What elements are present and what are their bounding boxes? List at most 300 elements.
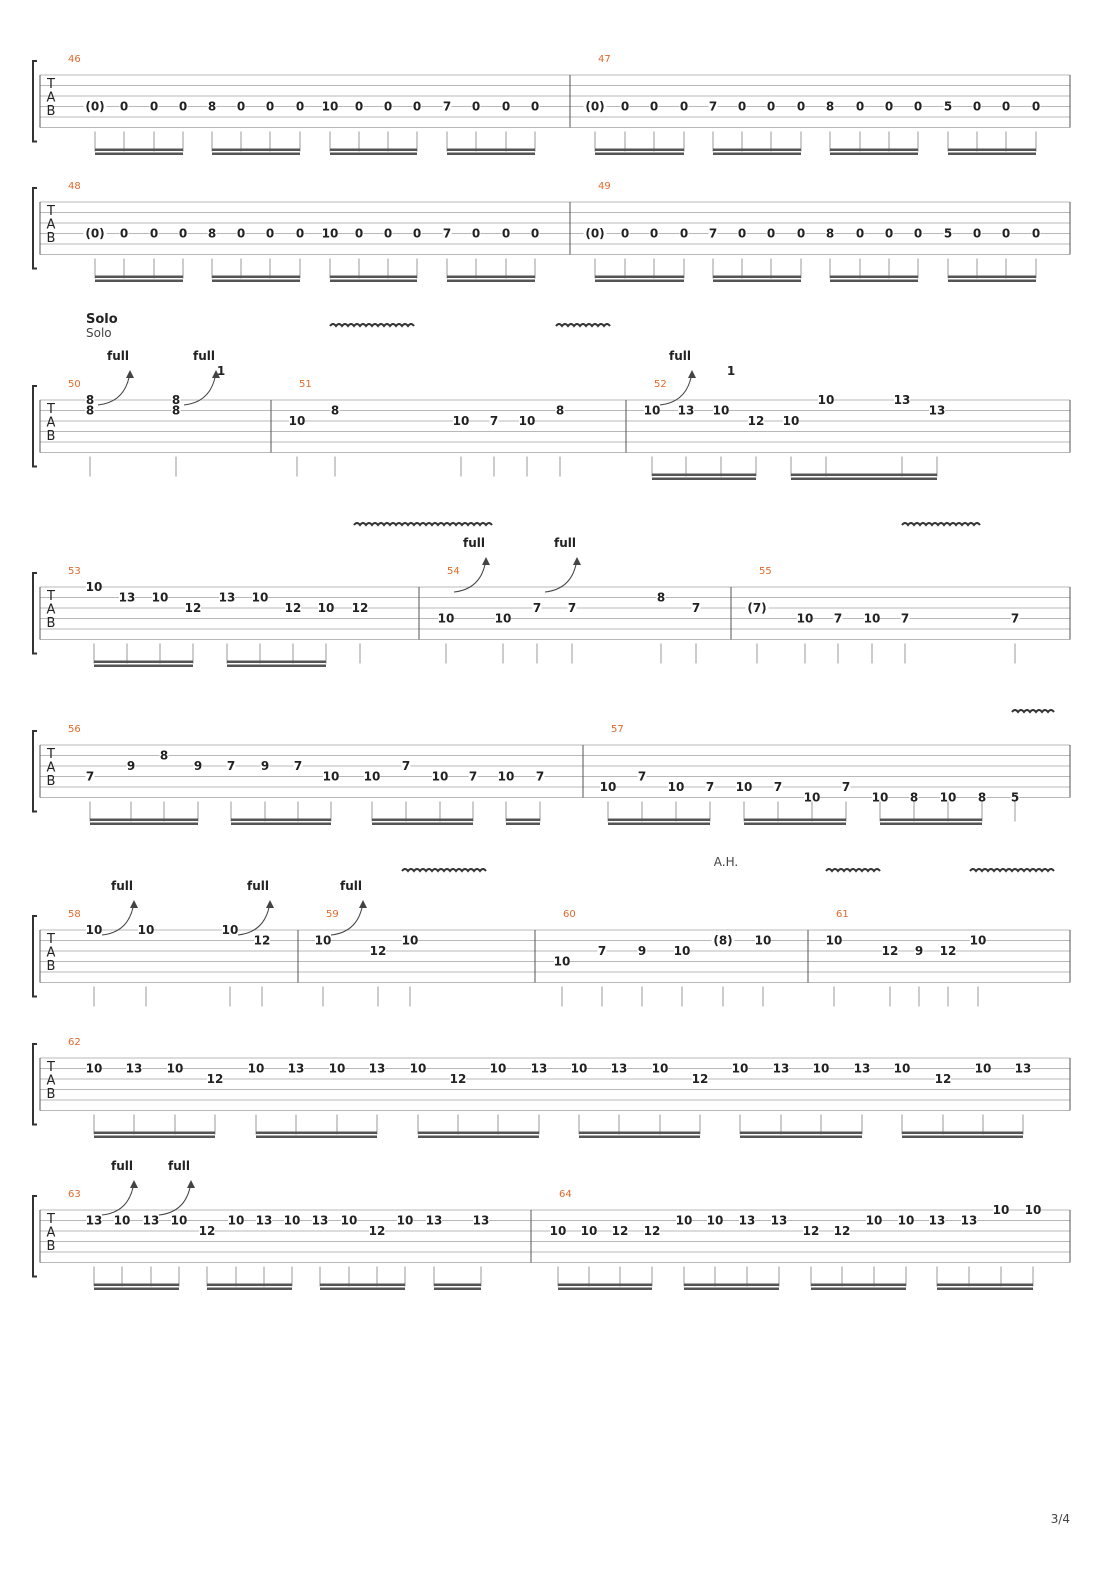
- fret-number: 7: [401, 759, 411, 773]
- fret-number: 10: [170, 1213, 188, 1228]
- system-bracket: [33, 731, 37, 812]
- bend-amount: full: [168, 1159, 190, 1173]
- fret-number: 0: [972, 226, 982, 241]
- fret-number: 10: [796, 611, 814, 626]
- tab-clef-letter: B: [46, 429, 56, 444]
- beam: [95, 149, 183, 152]
- beam: [256, 1136, 377, 1139]
- system-bracket: [33, 573, 37, 654]
- fret-number: 10: [643, 403, 661, 418]
- measure-number: 62: [68, 1037, 81, 1048]
- tab-clef-letter: A: [46, 1073, 56, 1089]
- fret-number: (0): [85, 99, 105, 114]
- beam: [948, 276, 1036, 279]
- section-subtitle: Solo: [86, 326, 112, 340]
- bend-amount: full: [669, 349, 691, 363]
- fret-number: 10: [863, 611, 881, 626]
- measure-number: 54: [447, 566, 460, 577]
- fret-number: 8: [207, 226, 217, 241]
- beam: [320, 1284, 405, 1287]
- measure-number: 51: [299, 379, 312, 390]
- fret-number: 8: [977, 790, 987, 805]
- fret-number: 0: [530, 226, 540, 241]
- fret-number: 0: [530, 99, 540, 114]
- beam: [94, 665, 193, 668]
- fret-number: 7: [293, 759, 303, 773]
- notation-marks-layer: [84, 101, 1055, 1291]
- fret-number: 0: [149, 99, 159, 114]
- fret-number: 7: [691, 601, 701, 615]
- fret-number: 0: [501, 99, 511, 114]
- beam: [948, 153, 1036, 156]
- fret-number: 10: [363, 769, 381, 784]
- fret-number: 10: [221, 923, 239, 937]
- fret-number: 10: [817, 393, 835, 407]
- fret-number: 7: [708, 99, 718, 114]
- fret-number: 7: [597, 944, 607, 958]
- fret-number: 8: [825, 99, 835, 114]
- beam: [902, 1136, 1023, 1139]
- bend-amount: full: [111, 879, 133, 893]
- tab-clef-letter: B: [46, 959, 56, 974]
- fret-number: 12: [802, 1224, 820, 1238]
- fret-number: 7: [468, 769, 478, 784]
- beam: [830, 280, 918, 283]
- fret-number: 0: [649, 99, 659, 114]
- tab-clef-letter: T: [47, 589, 55, 604]
- measure-number: 50: [68, 379, 81, 390]
- measure-number: 47: [598, 54, 611, 65]
- beam: [95, 280, 183, 283]
- fret-number: 10: [675, 1213, 693, 1228]
- beam: [95, 276, 183, 279]
- bend-amount: full: [340, 879, 362, 893]
- bend-release-amount: 1: [726, 364, 736, 378]
- beam: [418, 1136, 539, 1139]
- bend-amount: full: [107, 349, 129, 363]
- vibrato-mark: [402, 869, 486, 871]
- fret-number: 12: [198, 1224, 216, 1238]
- fret-number: 13: [770, 1213, 788, 1228]
- fret-number: 7: [833, 611, 843, 626]
- fret-number: 10: [340, 1213, 358, 1228]
- beam: [231, 819, 331, 822]
- bend-arrowhead: [573, 557, 581, 565]
- fret-number: 0: [354, 99, 364, 114]
- beam: [880, 819, 982, 822]
- fret-number: 10: [396, 1213, 414, 1228]
- fret-number: 10: [328, 1061, 346, 1076]
- beam: [740, 1136, 862, 1139]
- beam: [595, 153, 684, 156]
- beam: [684, 1288, 779, 1291]
- beam: [791, 474, 937, 477]
- fret-number: 0: [471, 99, 481, 114]
- fret-number: 7: [535, 769, 545, 784]
- fret-number: 10: [85, 923, 103, 937]
- beam: [212, 153, 300, 156]
- fret-number: 0: [679, 99, 689, 114]
- measure-number: 64: [559, 1189, 572, 1200]
- measure-number: 46: [68, 54, 81, 65]
- fret-number: 13: [218, 590, 236, 605]
- beam: [830, 153, 918, 156]
- fret-number: 0: [295, 99, 305, 114]
- artificial-harmonic-label: A.H.: [713, 855, 739, 869]
- fret-number: 10: [322, 769, 340, 784]
- fret-number: 12: [643, 1224, 661, 1238]
- fret-number: 10: [706, 1213, 724, 1228]
- fret-number: 0: [265, 99, 275, 114]
- fret-number: 10: [667, 780, 685, 794]
- fret-number: (0): [585, 99, 605, 114]
- fret-number: 7: [708, 226, 718, 241]
- fret-number: 7: [567, 601, 577, 615]
- fret-number: 10: [599, 780, 617, 794]
- beam: [744, 823, 846, 826]
- fret-number: 7: [900, 611, 910, 626]
- vibrato-mark: [556, 324, 610, 326]
- fret-number: 7: [532, 601, 542, 615]
- fret-number: 0: [766, 99, 776, 114]
- fret-number: 0: [884, 99, 894, 114]
- vibrato-mark: [970, 869, 1054, 871]
- beam: [595, 276, 684, 279]
- fret-number: 13: [530, 1061, 548, 1076]
- measure-number: 63: [68, 1189, 81, 1200]
- fret-number: 10: [825, 933, 843, 948]
- fret-number: 12: [833, 1224, 851, 1238]
- fret-number: 0: [972, 99, 982, 114]
- vibrato-mark: [826, 869, 880, 871]
- fret-number: 0: [855, 99, 865, 114]
- fret-number: 5: [943, 99, 953, 114]
- bend-arrowhead: [688, 370, 696, 378]
- vibrato-mark: [902, 523, 980, 525]
- beam: [447, 149, 535, 152]
- beam: [207, 1284, 292, 1287]
- bend-arrowhead: [126, 370, 134, 378]
- fret-number: 13: [772, 1061, 790, 1076]
- fret-number: 8: [85, 393, 95, 407]
- fret-number: 12: [611, 1224, 629, 1238]
- measure-number: 59: [326, 909, 339, 920]
- fret-number: 10: [251, 590, 269, 605]
- beam: [740, 1132, 862, 1135]
- bend-arrowhead: [130, 1180, 138, 1188]
- tab-clef-letter: B: [46, 231, 56, 246]
- fret-number: 12: [934, 1072, 952, 1086]
- fret-number: 10: [317, 601, 335, 615]
- bend-arrowhead: [482, 557, 490, 565]
- fret-number: 10: [712, 403, 730, 418]
- fret-number: 12: [351, 601, 369, 615]
- fret-number: 8: [330, 403, 340, 418]
- fret-number: (8): [713, 933, 733, 948]
- measure-number: 55: [759, 566, 772, 577]
- fret-number: 0: [295, 226, 305, 241]
- fret-number: 10: [570, 1061, 588, 1076]
- fret-number: 7: [705, 780, 715, 794]
- bend-arrowhead: [130, 900, 138, 908]
- fret-number: 12: [184, 601, 202, 615]
- fret-number: 0: [149, 226, 159, 241]
- tab-clef-letter: B: [46, 1087, 56, 1102]
- beam: [212, 280, 300, 283]
- beam: [320, 1288, 405, 1291]
- fret-number: 10: [939, 790, 957, 805]
- bend-arrowhead: [266, 900, 274, 908]
- tab-clef-letter: B: [46, 1239, 56, 1254]
- fret-number: 0: [354, 226, 364, 241]
- beam: [94, 1288, 179, 1291]
- fret-number: 10: [437, 611, 455, 626]
- tab-clef-letter: A: [46, 217, 56, 233]
- fret-number: 10: [782, 414, 800, 428]
- beam: [579, 1132, 700, 1135]
- beam: [713, 276, 801, 279]
- fret-number: 0: [620, 226, 630, 241]
- beam: [447, 280, 535, 283]
- fret-number: 10: [113, 1213, 131, 1228]
- beam: [95, 153, 183, 156]
- fret-number: 0: [913, 226, 923, 241]
- fret-number: 13: [610, 1061, 628, 1076]
- fret-number: 12: [939, 944, 957, 958]
- fret-number: 0: [383, 226, 393, 241]
- fret-number: 12: [253, 933, 271, 948]
- system-bracket: [33, 188, 37, 269]
- fret-number: 12: [284, 601, 302, 615]
- fret-number: 9: [193, 759, 203, 773]
- fret-number: 10: [549, 1224, 567, 1238]
- fret-number: 10: [518, 414, 536, 428]
- fret-number: 10: [1024, 1203, 1042, 1217]
- beam: [595, 149, 684, 152]
- fret-number: 7: [226, 759, 236, 773]
- fret-number: (7): [747, 601, 767, 615]
- vibrato-mark: [354, 523, 492, 525]
- fret-number: 13: [368, 1061, 386, 1076]
- beam: [447, 153, 535, 156]
- fret-number: 13: [1014, 1061, 1032, 1076]
- fret-number: 10: [137, 923, 155, 937]
- fret-number: 9: [914, 944, 924, 958]
- fret-number: 7: [442, 99, 452, 114]
- fret-number: 0: [1031, 226, 1041, 241]
- fret-number: 0: [679, 226, 689, 241]
- fret-number: 13: [893, 393, 911, 407]
- tab-clef-letter: T: [47, 77, 55, 92]
- fret-number: 8: [555, 403, 565, 418]
- fret-number: 10: [283, 1213, 301, 1228]
- page-number: 3/4: [1050, 1512, 1070, 1526]
- beam: [608, 819, 710, 822]
- fret-number: 0: [178, 99, 188, 114]
- beam: [227, 661, 326, 664]
- fret-number: 7: [1010, 611, 1020, 626]
- fret-number: 10: [288, 414, 306, 428]
- fret-number: 10: [247, 1061, 265, 1076]
- beam: [434, 1284, 481, 1287]
- beam: [880, 823, 982, 826]
- measure-number: 52: [654, 379, 667, 390]
- fret-number: 13: [142, 1213, 160, 1228]
- fret-number: 0: [265, 226, 275, 241]
- fret-number: 8: [85, 403, 95, 418]
- tab-clef-letter: T: [47, 1212, 55, 1227]
- tab-clef-letter: A: [46, 90, 56, 106]
- beam: [506, 819, 540, 822]
- beam: [652, 478, 756, 481]
- fret-number: 8: [207, 99, 217, 114]
- fret-number: 12: [449, 1072, 467, 1086]
- beam: [558, 1284, 652, 1287]
- beam: [372, 819, 473, 822]
- beam: [652, 474, 756, 477]
- fret-number: 0: [119, 99, 129, 114]
- measure-number: 49: [598, 181, 611, 192]
- measure-number: 57: [611, 724, 624, 735]
- tab-clef-letter: A: [46, 1225, 56, 1241]
- beam: [94, 1284, 179, 1287]
- fret-number: 12: [369, 944, 387, 958]
- fret-number: 0: [913, 99, 923, 114]
- fret-number: 0: [501, 226, 511, 241]
- bend-amount: full: [111, 1159, 133, 1173]
- fret-number: 7: [637, 769, 647, 784]
- fret-number: 0: [236, 99, 246, 114]
- beam: [948, 149, 1036, 152]
- fret-number: 9: [260, 759, 270, 773]
- system-bracket: [33, 916, 37, 997]
- beam: [94, 1132, 215, 1135]
- beam: [207, 1288, 292, 1291]
- fret-number: 7: [773, 780, 783, 794]
- fret-number: 10: [812, 1061, 830, 1076]
- fret-number: 0: [649, 226, 659, 241]
- system-bracket: [33, 61, 37, 142]
- fret-number: 13: [960, 1213, 978, 1228]
- fret-number: 5: [1010, 790, 1020, 805]
- beam: [937, 1288, 1033, 1291]
- beam: [558, 1288, 652, 1291]
- fret-number: 10: [409, 1061, 427, 1076]
- fret-number: 0: [383, 99, 393, 114]
- beam: [227, 665, 326, 668]
- fret-number: 7: [489, 414, 499, 428]
- measure-number: 58: [68, 909, 81, 920]
- fret-number: 13: [677, 403, 695, 418]
- fret-number: 10: [735, 780, 753, 794]
- fret-number: 13: [928, 403, 946, 418]
- fret-number: 10: [897, 1213, 915, 1228]
- fret-number: 10: [227, 1213, 245, 1228]
- measure-number: 53: [68, 566, 81, 577]
- fret-number: 10: [580, 1224, 598, 1238]
- beam: [94, 1136, 215, 1139]
- tab-clef-letter: B: [46, 616, 56, 631]
- beam: [684, 1284, 779, 1287]
- fret-number: 10: [803, 790, 821, 805]
- fret-number: 13: [85, 1213, 103, 1228]
- fret-number: 13: [118, 590, 136, 605]
- fret-number: 0: [1001, 226, 1011, 241]
- fret-number: 12: [691, 1072, 709, 1086]
- bend-amount: full: [463, 536, 485, 550]
- fret-number: 0: [119, 226, 129, 241]
- staff-lines-layer: [33, 61, 1070, 1277]
- beam: [902, 1132, 1023, 1135]
- fret-number: 13: [853, 1061, 871, 1076]
- fret-number: (0): [85, 226, 105, 241]
- fret-number: 0: [766, 226, 776, 241]
- fret-number: 13: [255, 1213, 273, 1228]
- fret-number: 10: [401, 933, 419, 948]
- tab-clef-letter: A: [46, 945, 56, 961]
- fret-number: 12: [206, 1072, 224, 1086]
- beam: [418, 1132, 539, 1135]
- beam: [506, 823, 540, 826]
- fret-number: 10: [489, 1061, 507, 1076]
- fret-number: 10: [151, 590, 169, 605]
- fret-number: 10: [452, 414, 470, 428]
- fret-number: 12: [881, 944, 899, 958]
- fret-number: 10: [321, 226, 339, 241]
- fret-number: 10: [969, 933, 987, 948]
- measure-number: 61: [836, 909, 849, 920]
- fret-number: 0: [796, 226, 806, 241]
- fret-number: 10: [992, 1203, 1010, 1217]
- fret-number: 7: [442, 226, 452, 241]
- fret-number: 10: [553, 954, 571, 969]
- beam: [90, 823, 198, 826]
- fret-number: 0: [1031, 99, 1041, 114]
- tab-clef-letter: B: [46, 104, 56, 119]
- beam: [372, 823, 473, 826]
- tab-clef-letter: A: [46, 415, 56, 431]
- fret-number: (0): [585, 226, 605, 241]
- beam: [608, 823, 710, 826]
- beam: [90, 819, 198, 822]
- beam: [579, 1136, 700, 1139]
- beam: [212, 276, 300, 279]
- fret-number: 7: [85, 769, 95, 784]
- fret-number: 0: [620, 99, 630, 114]
- tab-clef-letter: T: [47, 204, 55, 219]
- fret-number: 10: [314, 933, 332, 948]
- bend-arrowhead: [359, 900, 367, 908]
- fret-number: 10: [865, 1213, 883, 1228]
- fret-number: 9: [126, 759, 136, 773]
- beam: [330, 153, 417, 156]
- measure-number: 60: [563, 909, 576, 920]
- beam: [830, 149, 918, 152]
- bend-amount: full: [193, 349, 215, 363]
- fret-number: 13: [425, 1213, 443, 1228]
- tab-clef-letter: B: [46, 774, 56, 789]
- beam: [713, 280, 801, 283]
- fret-number: 8: [656, 590, 666, 605]
- fret-number: 10: [166, 1061, 184, 1076]
- fret-number: 10: [431, 769, 449, 784]
- fret-number: 9: [637, 944, 647, 958]
- fret-number: 10: [651, 1061, 669, 1076]
- fret-number: 10: [85, 580, 103, 594]
- fret-number: 8: [171, 393, 181, 407]
- fret-number: 0: [412, 226, 422, 241]
- measure-number: 48: [68, 181, 81, 192]
